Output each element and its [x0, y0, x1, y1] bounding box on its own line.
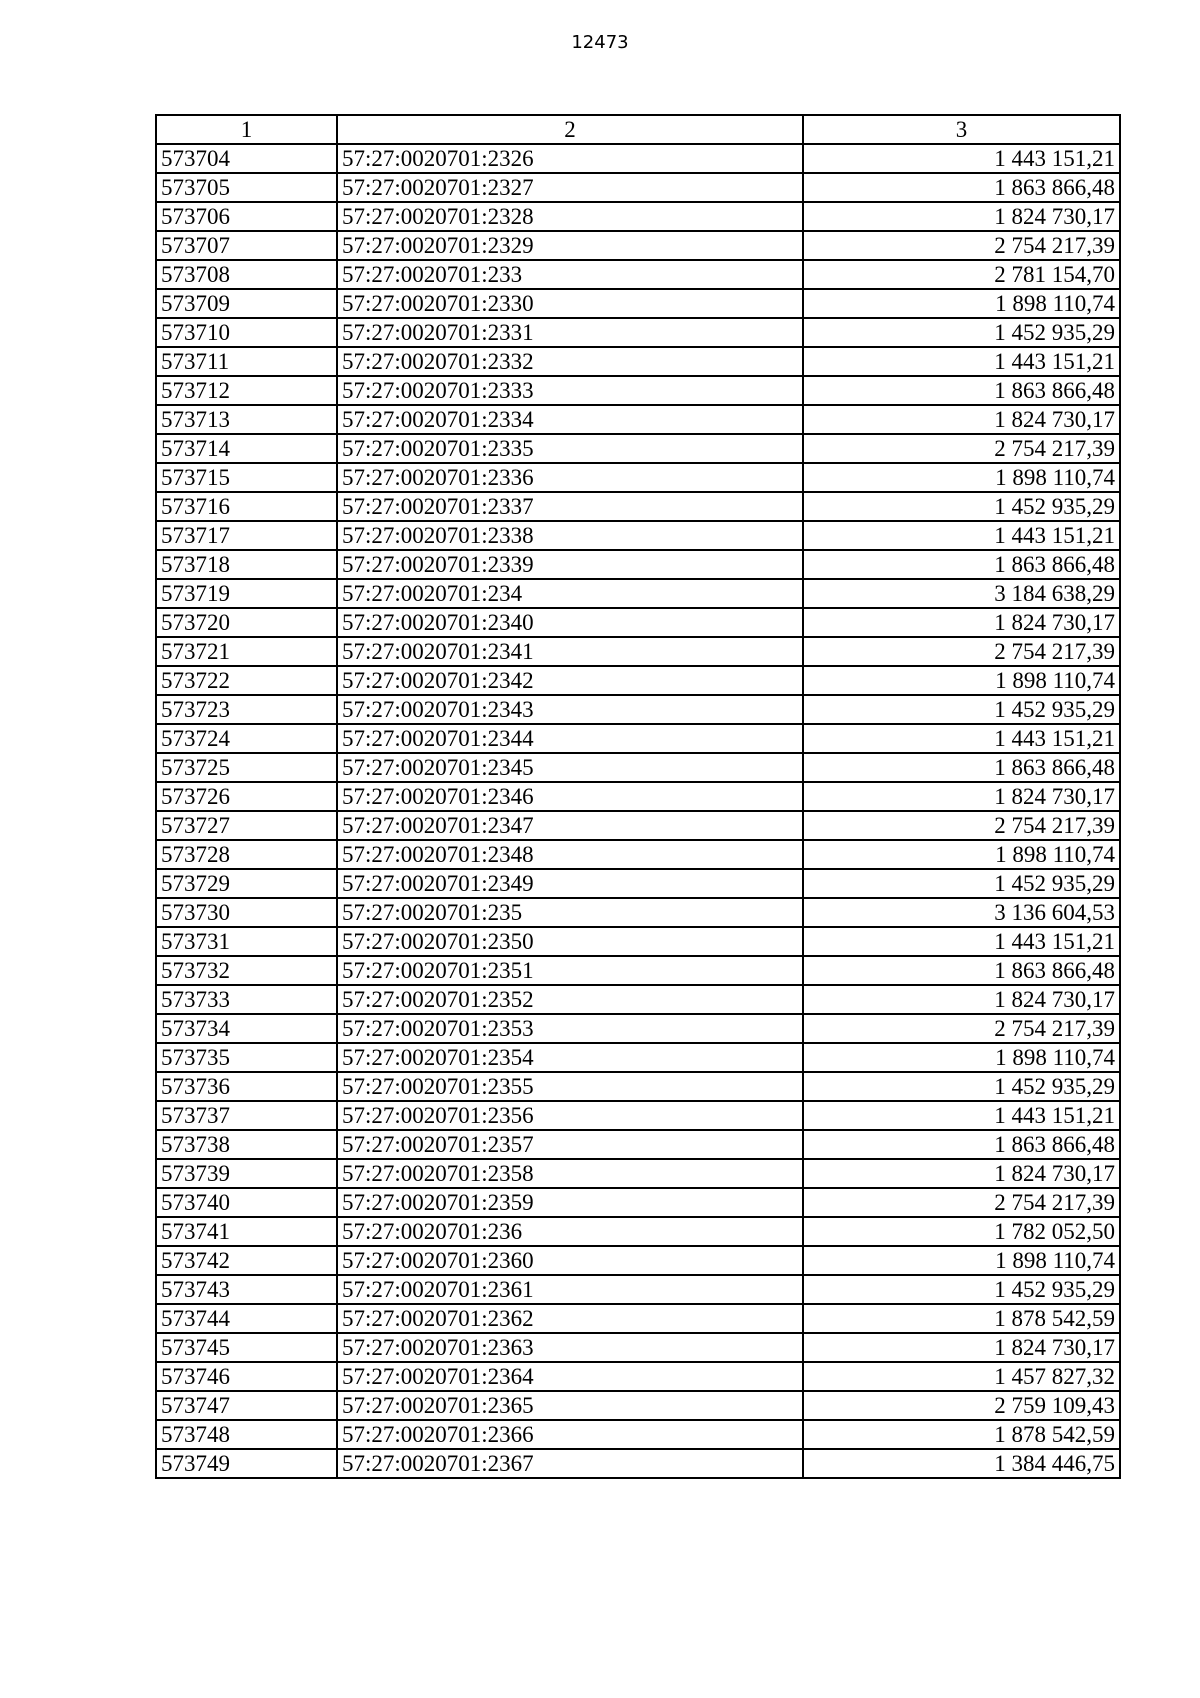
table-row — [156, 202, 1120, 231]
table-row — [156, 927, 1120, 956]
cadastral-value: 1 443 151,21 — [803, 521, 1120, 550]
cadastral-number: 57:27:0020701:235 — [337, 898, 803, 927]
table-row — [156, 695, 1120, 724]
table-row — [156, 753, 1120, 782]
row-number: 573736 — [156, 1072, 337, 1101]
table-row — [156, 1391, 1120, 1420]
row-number: 573729 — [156, 869, 337, 898]
row-number: 573718 — [156, 550, 337, 579]
table-row — [156, 434, 1120, 463]
table-row — [156, 492, 1120, 521]
cadastral-number: 57:27:0020701:2356 — [337, 1101, 803, 1130]
table-row — [156, 1072, 1120, 1101]
cadastral-value: 1 782 052,50 — [803, 1217, 1120, 1246]
cadastral-value: 1 863 866,48 — [803, 173, 1120, 202]
table-row — [156, 956, 1120, 985]
cadastral-number: 57:27:0020701:2357 — [337, 1130, 803, 1159]
cadastral-number: 57:27:0020701:2359 — [337, 1188, 803, 1217]
cadastral-value: 2 759 109,43 — [803, 1391, 1120, 1420]
row-number: 573714 — [156, 434, 337, 463]
cadastral-number: 57:27:0020701:2367 — [337, 1449, 803, 1478]
row-number: 573708 — [156, 260, 337, 289]
column-header-1: 1 — [156, 115, 337, 144]
cadastral-value: 1 452 935,29 — [803, 695, 1120, 724]
row-number: 573717 — [156, 521, 337, 550]
row-number: 573742 — [156, 1246, 337, 1275]
cadastral-number: 57:27:0020701:2337 — [337, 492, 803, 521]
cadastral-number: 57:27:0020701:2342 — [337, 666, 803, 695]
cadastral-number: 57:27:0020701:2362 — [337, 1304, 803, 1333]
row-number: 573730 — [156, 898, 337, 927]
table-row — [156, 1449, 1120, 1478]
cadastral-value: 1 863 866,48 — [803, 753, 1120, 782]
cadastral-number: 57:27:0020701:2363 — [337, 1333, 803, 1362]
table-row — [156, 405, 1120, 434]
cadastral-number: 57:27:0020701:2364 — [337, 1362, 803, 1391]
table-row — [156, 579, 1120, 608]
table-row — [156, 1159, 1120, 1188]
table-row — [156, 1275, 1120, 1304]
table-row — [156, 550, 1120, 579]
cadastral-value: 1 878 542,59 — [803, 1304, 1120, 1333]
cadastral-value: 2 754 217,39 — [803, 434, 1120, 463]
cadastral-value: 1 443 151,21 — [803, 927, 1120, 956]
row-number: 573731 — [156, 927, 337, 956]
row-number: 573746 — [156, 1362, 337, 1391]
cadastral-value: 1 824 730,17 — [803, 608, 1120, 637]
table-row — [156, 318, 1120, 347]
row-number: 573712 — [156, 376, 337, 405]
cadastral-number: 57:27:0020701:2355 — [337, 1072, 803, 1101]
table-row — [156, 260, 1120, 289]
row-number: 573722 — [156, 666, 337, 695]
cadastral-number: 57:27:0020701:2349 — [337, 869, 803, 898]
column-header-2: 2 — [337, 115, 803, 144]
cadastral-number: 57:27:0020701:2358 — [337, 1159, 803, 1188]
table-row — [156, 1101, 1120, 1130]
row-number: 573705 — [156, 173, 337, 202]
cadastral-number: 57:27:0020701:2335 — [337, 434, 803, 463]
row-number: 573723 — [156, 695, 337, 724]
cadastral-value: 2 754 217,39 — [803, 1188, 1120, 1217]
cadastral-value: 1 824 730,17 — [803, 405, 1120, 434]
row-number: 573737 — [156, 1101, 337, 1130]
cadastral-value: 3 136 604,53 — [803, 898, 1120, 927]
row-number: 573747 — [156, 1391, 337, 1420]
table-row — [156, 463, 1120, 492]
cadastral-number: 57:27:0020701:2330 — [337, 289, 803, 318]
cadastral-number: 57:27:0020701:2344 — [337, 724, 803, 753]
row-number: 573704 — [156, 144, 337, 173]
cadastral-number: 57:27:0020701:2341 — [337, 637, 803, 666]
row-number: 573733 — [156, 985, 337, 1014]
cadastral-value: 1 898 110,74 — [803, 1043, 1120, 1072]
cadastral-number: 57:27:0020701:2343 — [337, 695, 803, 724]
column-header-3: 3 — [803, 115, 1120, 144]
row-number: 573745 — [156, 1333, 337, 1362]
row-number: 573738 — [156, 1130, 337, 1159]
row-number: 573709 — [156, 289, 337, 318]
table-row — [156, 666, 1120, 695]
row-number: 573743 — [156, 1275, 337, 1304]
cadastral-number: 57:27:0020701:2345 — [337, 753, 803, 782]
cadastral-number: 57:27:0020701:2329 — [337, 231, 803, 260]
cadastral-number: 57:27:0020701:2332 — [337, 347, 803, 376]
table-row — [156, 1188, 1120, 1217]
row-number: 573727 — [156, 811, 337, 840]
cadastral-number: 57:27:0020701:2334 — [337, 405, 803, 434]
cadastral-value: 1 452 935,29 — [803, 318, 1120, 347]
cadastral-number: 57:27:0020701:234 — [337, 579, 803, 608]
table-row — [156, 347, 1120, 376]
cadastral-value: 1 443 151,21 — [803, 724, 1120, 753]
table-body — [156, 144, 1120, 1478]
cadastral-number: 57:27:0020701:2333 — [337, 376, 803, 405]
table-row — [156, 985, 1120, 1014]
table-row — [156, 1043, 1120, 1072]
row-number: 573713 — [156, 405, 337, 434]
cadastral-number: 57:27:0020701:2360 — [337, 1246, 803, 1275]
cadastral-number: 57:27:0020701:2336 — [337, 463, 803, 492]
cadastral-value: 1 824 730,17 — [803, 985, 1120, 1014]
cadastral-number: 57:27:0020701:2348 — [337, 840, 803, 869]
cadastral-value: 1 443 151,21 — [803, 347, 1120, 376]
table-row — [156, 869, 1120, 898]
cadastral-number: 57:27:0020701:2346 — [337, 782, 803, 811]
cadastral-value: 1 863 866,48 — [803, 956, 1120, 985]
cadastral-number: 57:27:0020701:2353 — [337, 1014, 803, 1043]
page-number: 12473 — [571, 32, 629, 53]
cadastral-value: 1 443 151,21 — [803, 1101, 1120, 1130]
cadastral-number: 57:27:0020701:2365 — [337, 1391, 803, 1420]
row-number: 573728 — [156, 840, 337, 869]
cadastral-number: 57:27:0020701:2331 — [337, 318, 803, 347]
cadastral-value: 1 452 935,29 — [803, 1275, 1120, 1304]
row-number: 573732 — [156, 956, 337, 985]
cadastral-value: 2 754 217,39 — [803, 637, 1120, 666]
cadastral-value: 1 863 866,48 — [803, 550, 1120, 579]
cadastral-number: 57:27:0020701:2361 — [337, 1275, 803, 1304]
cadastral-value: 1 384 446,75 — [803, 1449, 1120, 1478]
cadastral-number: 57:27:0020701:2350 — [337, 927, 803, 956]
table-row — [156, 1304, 1120, 1333]
table-row — [156, 898, 1120, 927]
cadastral-value: 1 824 730,17 — [803, 202, 1120, 231]
row-number: 573741 — [156, 1217, 337, 1246]
cadastral-value: 1 898 110,74 — [803, 1246, 1120, 1275]
cadastral-value: 1 824 730,17 — [803, 1159, 1120, 1188]
cadastral-value: 1 452 935,29 — [803, 1072, 1120, 1101]
cadastral-value: 1 824 730,17 — [803, 1333, 1120, 1362]
table-row — [156, 231, 1120, 260]
table-header-row — [156, 115, 1120, 144]
cadastral-number: 57:27:0020701:233 — [337, 260, 803, 289]
row-number: 573721 — [156, 637, 337, 666]
row-number: 573740 — [156, 1188, 337, 1217]
table-row — [156, 1333, 1120, 1362]
table-row — [156, 521, 1120, 550]
table-row — [156, 1362, 1120, 1391]
cadastral-number: 57:27:0020701:2339 — [337, 550, 803, 579]
table-row — [156, 173, 1120, 202]
cadastral-value: 2 754 217,39 — [803, 811, 1120, 840]
row-number: 573719 — [156, 579, 337, 608]
table-row — [156, 608, 1120, 637]
table-row — [156, 1217, 1120, 1246]
table-row — [156, 144, 1120, 173]
row-number: 573744 — [156, 1304, 337, 1333]
row-number: 573726 — [156, 782, 337, 811]
cadastral-number: 57:27:0020701:2326 — [337, 144, 803, 173]
cadastral-number: 57:27:0020701:2351 — [337, 956, 803, 985]
row-number: 573739 — [156, 1159, 337, 1188]
row-number: 573749 — [156, 1449, 337, 1478]
cadastral-number: 57:27:0020701:2354 — [337, 1043, 803, 1072]
row-number: 573748 — [156, 1420, 337, 1449]
cadastral-value: 1 452 935,29 — [803, 869, 1120, 898]
cadastral-value: 1 878 542,59 — [803, 1420, 1120, 1449]
cadastral-value: 2 781 154,70 — [803, 260, 1120, 289]
cadastral-value: 1 863 866,48 — [803, 376, 1120, 405]
cadastral-number: 57:27:0020701:2340 — [337, 608, 803, 637]
row-number: 573715 — [156, 463, 337, 492]
row-number: 573707 — [156, 231, 337, 260]
table-row — [156, 1130, 1120, 1159]
table-row — [156, 1014, 1120, 1043]
cadastral-number: 57:27:0020701:2327 — [337, 173, 803, 202]
cadastral-value: 1 898 110,74 — [803, 666, 1120, 695]
table-row — [156, 840, 1120, 869]
row-number: 573710 — [156, 318, 337, 347]
row-number: 573716 — [156, 492, 337, 521]
table-row — [156, 782, 1120, 811]
table-row — [156, 724, 1120, 753]
table-row — [156, 811, 1120, 840]
cadastral-value: 1 863 866,48 — [803, 1130, 1120, 1159]
cadastral-value: 2 754 217,39 — [803, 231, 1120, 260]
cadastral-number: 57:27:0020701:236 — [337, 1217, 803, 1246]
cadastral-value: 1 452 935,29 — [803, 492, 1120, 521]
table-row — [156, 1420, 1120, 1449]
row-number: 573735 — [156, 1043, 337, 1072]
table-row — [156, 1246, 1120, 1275]
table-row — [156, 289, 1120, 318]
cadastral-value: 1 457 827,32 — [803, 1362, 1120, 1391]
row-number: 573711 — [156, 347, 337, 376]
cadastral-value: 1 443 151,21 — [803, 144, 1120, 173]
cadastral-value: 1 898 110,74 — [803, 463, 1120, 492]
cadastral-number: 57:27:0020701:2328 — [337, 202, 803, 231]
row-number: 573725 — [156, 753, 337, 782]
row-number: 573724 — [156, 724, 337, 753]
cadastral-value-table — [155, 114, 1121, 1479]
cadastral-number: 57:27:0020701:2338 — [337, 521, 803, 550]
cadastral-value: 1 898 110,74 — [803, 840, 1120, 869]
cadastral-value: 2 754 217,39 — [803, 1014, 1120, 1043]
row-number: 573734 — [156, 1014, 337, 1043]
cadastral-number: 57:27:0020701:2347 — [337, 811, 803, 840]
cadastral-number: 57:27:0020701:2366 — [337, 1420, 803, 1449]
table-row — [156, 376, 1120, 405]
cadastral-value: 3 184 638,29 — [803, 579, 1120, 608]
row-number: 573706 — [156, 202, 337, 231]
table-row — [156, 637, 1120, 666]
cadastral-number: 57:27:0020701:2352 — [337, 985, 803, 1014]
cadastral-value: 1 898 110,74 — [803, 289, 1120, 318]
row-number: 573720 — [156, 608, 337, 637]
cadastral-value: 1 824 730,17 — [803, 782, 1120, 811]
